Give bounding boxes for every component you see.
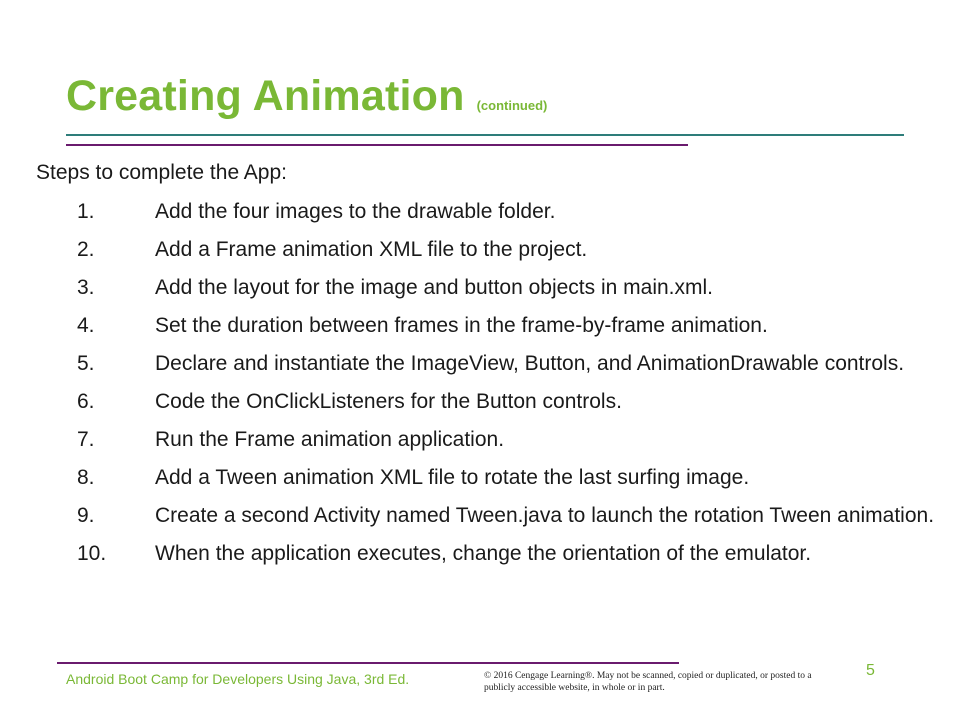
- step-number: 2.: [77, 238, 95, 261]
- footer-copyright: © 2016 Cengage Learning®. May not be scanned, copied or duplicated, or posted to a publicly accessible website, in whole or in part.: [484, 671, 812, 693]
- list-item: [0, 275, 960, 301]
- list-item: [0, 199, 960, 225]
- steps-intro: Steps to complete the App:: [36, 161, 287, 184]
- step-number: 9.: [77, 504, 95, 527]
- list-item: [0, 389, 960, 415]
- slide-title-row: [66, 72, 547, 121]
- steps-list: [0, 199, 960, 579]
- footer-divider: [57, 662, 679, 664]
- step-number: 4.: [77, 314, 95, 337]
- step-text: Add the four images to the drawable folder.: [155, 200, 556, 223]
- step-number: 7.: [77, 428, 95, 451]
- step-text: Run the Frame animation application.: [155, 428, 505, 451]
- slide-title-suffix: (continued): [476, 98, 548, 113]
- step-text: Declare and instantiate the ImageView, Button, and AnimationDrawable controls.: [155, 352, 905, 375]
- step-text: Create a second Activity named Tween.java to launch the rotation Tween animation.: [155, 504, 935, 527]
- list-item: [0, 427, 960, 453]
- slide-title: Creating Animation: [66, 72, 465, 120]
- title-underline-teal: [66, 134, 904, 136]
- list-item: [0, 313, 960, 339]
- list-item: [0, 503, 960, 529]
- title-underline-purple: [66, 144, 688, 146]
- step-number: 6.: [77, 390, 95, 413]
- step-text: Add a Frame animation XML file to the project.: [155, 238, 588, 261]
- list-item: [0, 541, 960, 567]
- page-number: 5: [866, 662, 875, 679]
- step-number: 10.: [77, 542, 107, 565]
- step-text: Set the duration between frames in the frame-by-frame animation.: [155, 314, 768, 337]
- step-text: When the application executes, change the orientation of the emulator.: [155, 542, 812, 565]
- step-text: Add a Tween animation XML file to rotate the last surfing image.: [155, 466, 750, 489]
- list-item: [0, 237, 960, 263]
- list-item: [0, 465, 960, 491]
- step-number: 1.: [77, 200, 95, 223]
- list-item: [0, 351, 960, 377]
- step-text: Add the layout for the image and button objects in main.xml.: [155, 276, 713, 299]
- step-number: 8.: [77, 466, 95, 489]
- step-number: 3.: [77, 276, 95, 299]
- footer-book-title: Android Boot Camp for Developers Using Java, 3rd Ed.: [66, 671, 410, 687]
- step-number: 5.: [77, 352, 95, 375]
- step-text: Code the OnClickListeners for the Button controls.: [155, 390, 622, 413]
